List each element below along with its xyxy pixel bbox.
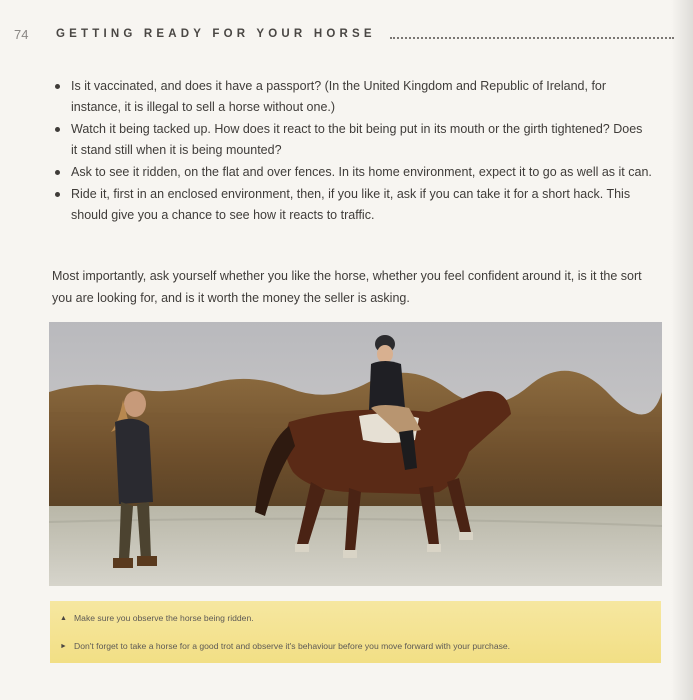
list-item: [52, 162, 652, 183]
body-paragraph: Most importantly, ask yourself whether you like the horse, whether you feel confident around it, is it the sort you are looking for, and is it worth the money the seller is asking.: [52, 269, 642, 305]
bullet-icon: [55, 127, 60, 132]
list-item-text: Ask to see it ridden, on the flat and over fences. In its home environment, expect it to go as well as it can.: [71, 165, 652, 179]
list-item-text: Ride it, first in an enclosed environment, then, if you like it, ask if you can take it for a short hack. This should give you a chance to see how it reacts to traffic.: [71, 187, 631, 222]
horse-photo-illustration: [49, 322, 662, 586]
dotted-leader: [390, 37, 674, 39]
caption-item: [60, 641, 510, 651]
running-head: GETTING READY FOR YOUR HORSE: [56, 28, 376, 40]
list-item: [52, 119, 652, 161]
bullet-icon: [55, 170, 60, 175]
page-edge-shadow: [671, 0, 693, 700]
caption-text: Make sure you observe the horse being ridden.: [74, 613, 254, 623]
list-item: [52, 184, 652, 226]
caption-item: [60, 613, 254, 623]
bullet-icon: [55, 192, 60, 197]
bullet-icon: [55, 84, 60, 89]
caption-text: Don't forget to take a horse for a good trot and observe it's behaviour before you move forward with your purchase.: [74, 641, 511, 651]
horse-photo: [49, 322, 662, 586]
checklist: [52, 76, 652, 227]
page-header: [14, 24, 674, 44]
list-item: [52, 76, 652, 118]
triangle-up-icon: ▲: [60, 614, 67, 622]
page-number: 74: [14, 26, 29, 42]
photo-caption-box: [50, 601, 661, 663]
triangle-right-icon: ►: [60, 642, 67, 650]
list-item-text: Is it vaccinated, and does it have a passport? (In the United Kingdom and Republic of Ireland, for instance, it is illegal to sell a horse without one.): [71, 79, 607, 114]
list-item-text: Watch it being tacked up. How does it react to the bit being put in its mouth or the girth tightened? Does it stand still when it is being mounted?: [71, 122, 643, 157]
